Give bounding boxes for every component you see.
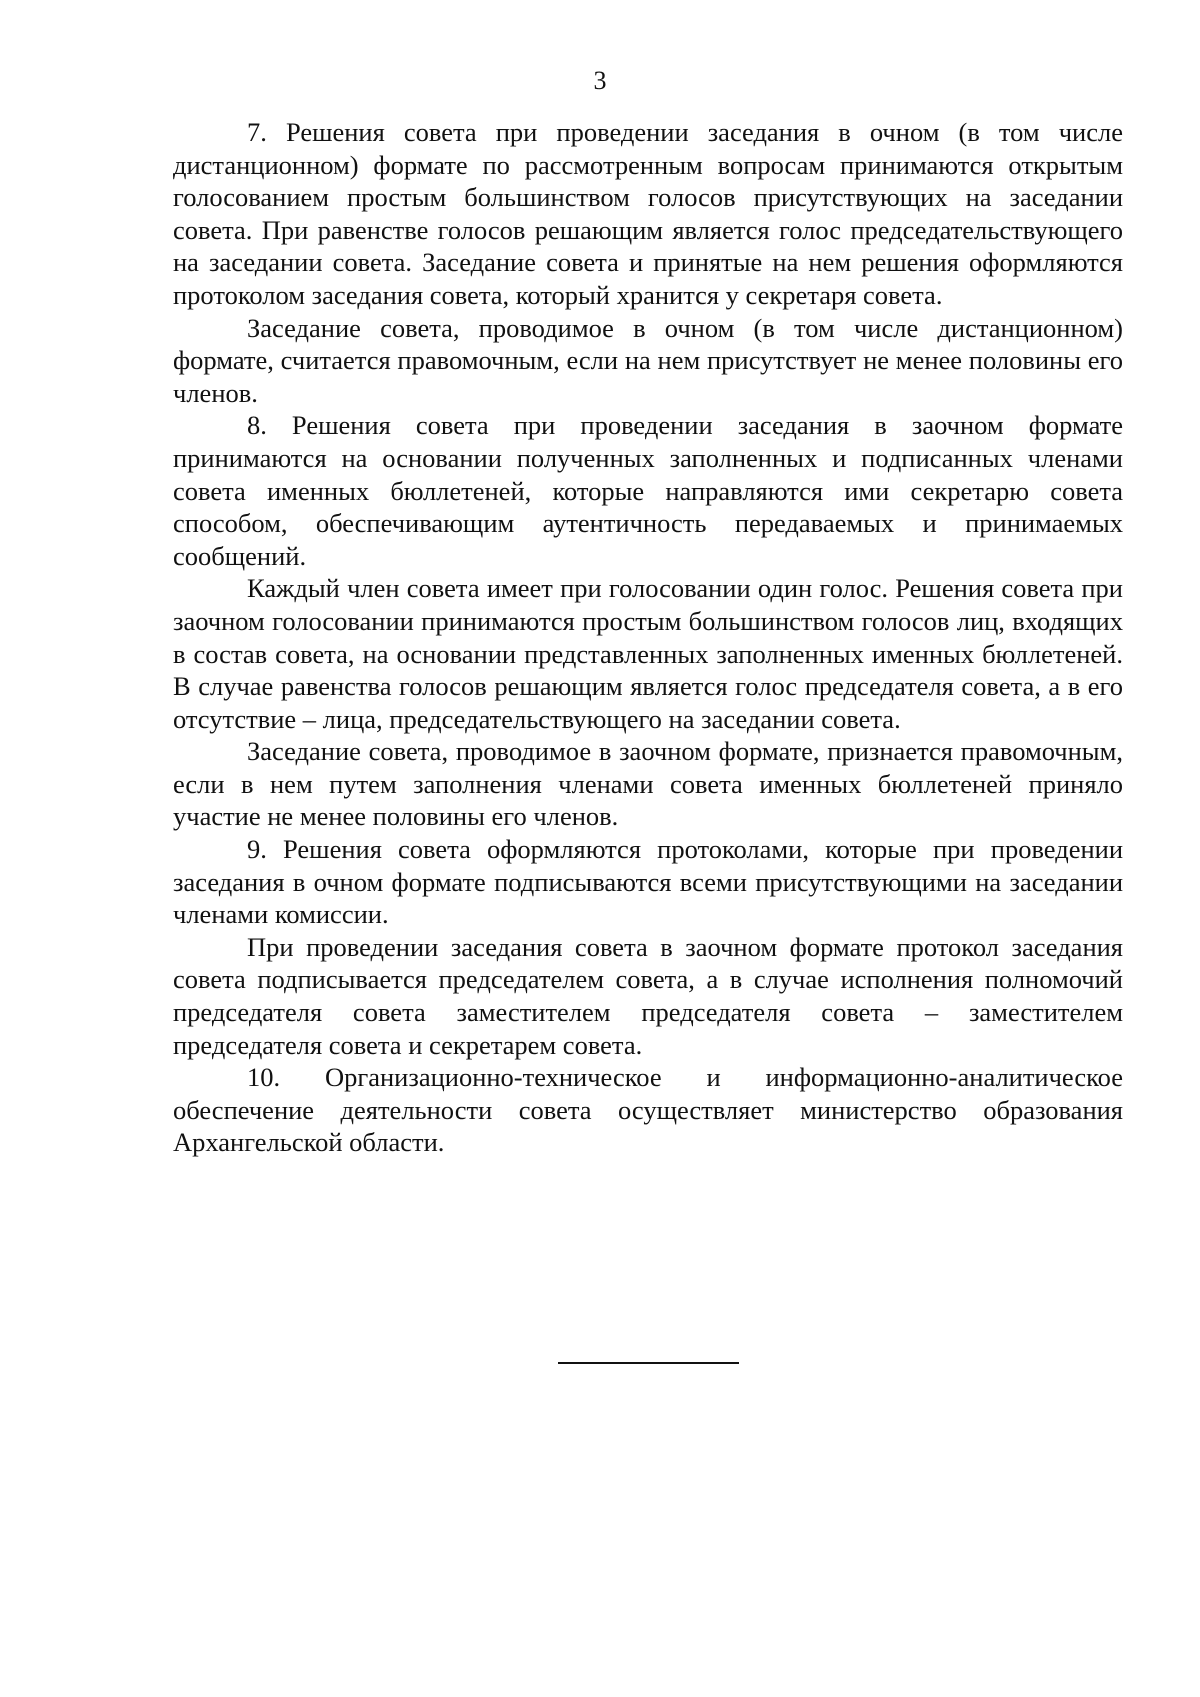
paragraph-8-voting: Каждый член совета имеет при голосовании один голос. Решения совета при заочном голосовании принимаются простым большинством голосов лиц, входящих в состав совета, на основании представленных заполненных именных бюллетеней. В случае равенства голосов решающим является голос председателя совета, а в его отсутствие – лица, председательствующего на заседании совета. <box>173 573 1123 734</box>
paragraph-9: 9. Решения совета оформляются протоколами, которые при проведении заседания в очном формате подписываются всеми присутствующими на заседании членами комиссии. <box>173 834 1123 930</box>
end-divider-line <box>558 1362 739 1364</box>
paragraph-8: 8. Решения совета при проведении заседания в заочном формате принимаются на основании полученных заполненных и подписанных членами совета именных бюллетеней, которые направляются ими секретарю совета способом, обеспечивающим аутентичность передаваемых и принимаемых сообщений. <box>173 410 1123 571</box>
paragraph-10: 10. Организационно-техническое и информационно-аналитическое обеспечение деятельности совета осуществляет министерство образования Архангельской области. <box>173 1062 1123 1158</box>
page-number: 3 <box>593 66 607 95</box>
paragraph-9-protocol: При проведении заседания совета в заочном формате протокол заседания совета подписывается председателем совета, а в случае исполнения полномочий председателя совета заместителем председателя совета – заместителем председателя совета и секретарем совета. <box>173 931 1123 1060</box>
paragraph-7: 7. Решения совета при проведении заседания в очном (в том числе дистанционном) формате по рассмотренным вопросам принимаются открытым голосованием простым большинством голосов присутствующих на заседании совета. При равенстве голосов решающим является голос председательствующего на заседании совета. Заседание совета и принятые на нем решения оформляются протоколом заседания совета, который хранится у секретаря совета. <box>173 117 1123 310</box>
paragraph-7-quorum: Заседание совета, проводимое в очном (в том числе дистанционном) формате, считается правомочным, если на нем присутствует не менее половины его членов. <box>173 312 1123 408</box>
document-body <box>173 116 1123 1159</box>
paragraph-8-quorum: Заседание совета, проводимое в заочном формате, признается правомочным, если в нем путем заполнения членами совета именных бюллетеней приняло участие не менее половины его членов. <box>173 736 1123 832</box>
